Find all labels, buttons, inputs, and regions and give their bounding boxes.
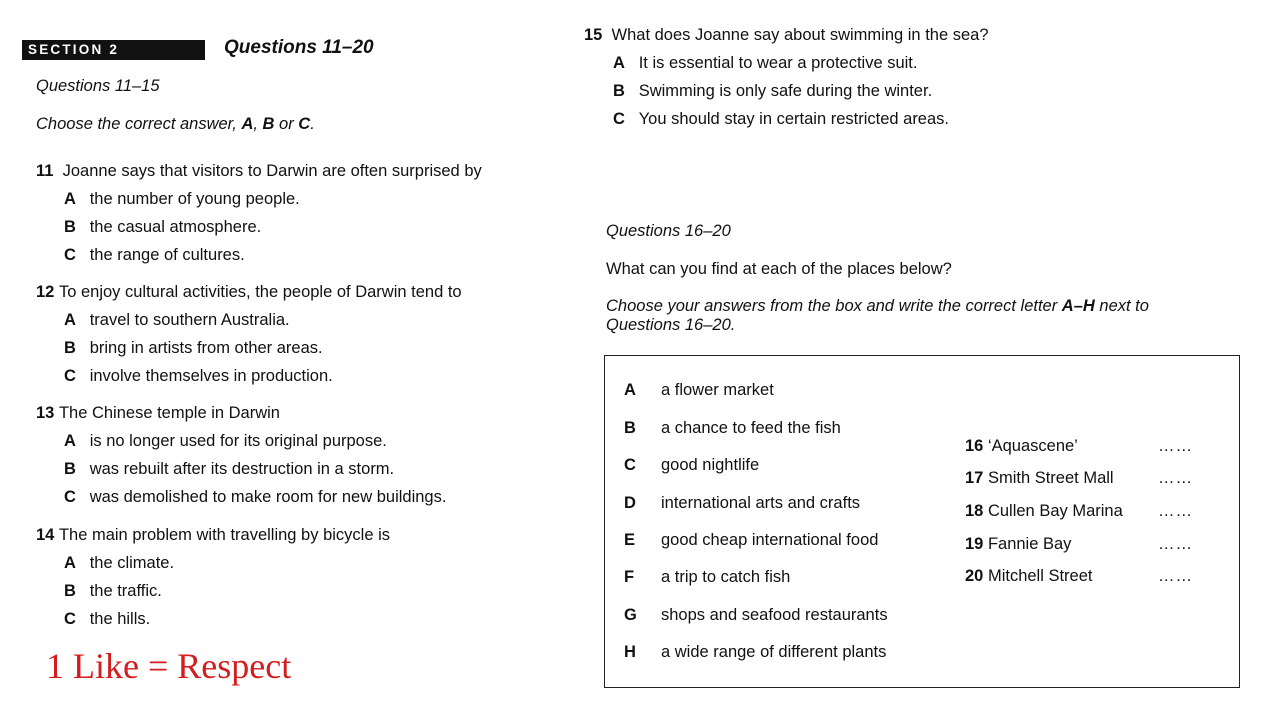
option-text: involve themselves in production.	[89, 367, 333, 385]
place-number: 16	[965, 437, 984, 455]
option-letter: A	[64, 190, 76, 208]
questions-range-11-15: Questions 11–15	[36, 77, 160, 95]
box-option-b	[624, 419, 636, 438]
option-letter: A	[64, 311, 76, 329]
box-option-letter: A	[624, 381, 636, 399]
question-number: 11	[36, 162, 54, 180]
question-text: What does Joanne say about swimming in the sea?	[611, 26, 989, 44]
option-text: the climate.	[89, 554, 175, 572]
instruction-text: Choose your answers from the box and write the correct letter	[606, 297, 1062, 315]
question-13	[36, 404, 280, 423]
question-12	[36, 283, 462, 302]
part2-prompt: What can you find at each of the places below?	[606, 260, 952, 278]
place-number: 18	[965, 502, 984, 520]
option-12-a[interactable]	[64, 311, 290, 330]
option-13-c[interactable]	[64, 488, 446, 507]
option-letter: C	[64, 367, 76, 385]
question-number: 14	[36, 526, 55, 544]
option-text: You should stay in certain restricted areas.	[638, 110, 949, 128]
box-option-d	[624, 494, 636, 513]
section-label: SECTION 2	[28, 42, 120, 57]
place-17	[965, 469, 1114, 488]
option-text: the number of young people.	[89, 190, 300, 208]
question-number: 13	[36, 404, 55, 422]
box-option-h-text: a wide range of different plants	[661, 643, 887, 661]
box-option-e	[624, 531, 635, 550]
box-option-b-text: a chance to feed the fish	[661, 419, 841, 437]
place-name: Mitchell Street	[987, 567, 1093, 585]
option-15-c[interactable]	[613, 110, 949, 129]
instruction-text: ,	[253, 115, 263, 133]
option-letter: B	[64, 582, 76, 600]
answer-blank-16[interactable]: ……	[1158, 437, 1193, 455]
question-number: 12	[36, 283, 55, 301]
instruction-letters: A–H	[1061, 297, 1095, 315]
instruction-text: Choose the correct answer,	[36, 115, 242, 133]
question-text: Joanne says that visitors to Darwin are often surprised by	[62, 162, 482, 180]
box-option-g	[624, 606, 637, 625]
questions-range-16-20: Questions 16–20	[606, 222, 731, 240]
place-name: Smith Street Mall	[987, 469, 1114, 487]
question-text: To enjoy cultural activities, the people of Darwin tend to	[58, 283, 462, 301]
option-letter: B	[64, 218, 76, 236]
option-11-b[interactable]	[64, 218, 261, 237]
place-20	[965, 567, 1093, 586]
option-letter: B	[64, 339, 76, 357]
box-option-letter: D	[624, 494, 636, 512]
option-letter: C	[64, 610, 76, 628]
option-text: the range of cultures.	[89, 246, 245, 264]
answer-blank-20[interactable]: ……	[1158, 567, 1193, 585]
question-text: The Chinese temple in Darwin	[58, 404, 280, 422]
option-11-c[interactable]	[64, 246, 245, 265]
option-letter: C	[64, 488, 76, 506]
box-option-d-text: international arts and crafts	[661, 494, 861, 512]
option-12-c[interactable]	[64, 367, 333, 386]
answer-blank-18[interactable]: ……	[1158, 502, 1193, 520]
place-18	[965, 502, 1123, 521]
place-19	[965, 535, 1071, 554]
box-option-f	[624, 568, 634, 587]
option-text: bring in artists from other areas.	[89, 339, 323, 357]
option-15-a[interactable]	[613, 54, 917, 73]
instruction-text: .	[310, 115, 315, 133]
answer-blank-19[interactable]: ……	[1158, 535, 1193, 553]
box-option-e-text: good cheap international food	[661, 531, 879, 549]
instruction-letter-b: B	[262, 115, 275, 133]
place-name: ‘Aquascene’	[987, 437, 1078, 455]
box-option-letter: B	[624, 419, 636, 437]
option-14-c[interactable]	[64, 610, 150, 629]
option-14-a[interactable]	[64, 554, 174, 573]
option-text: travel to southern Australia.	[89, 311, 290, 329]
option-14-b[interactable]	[64, 582, 162, 601]
option-letter: A	[64, 432, 76, 450]
place-number: 17	[965, 469, 984, 487]
option-letter: B	[64, 460, 76, 478]
instruction-text: or	[274, 115, 299, 133]
page-title: Questions 11–20	[224, 37, 374, 58]
option-text: the traffic.	[89, 582, 162, 600]
option-13-a[interactable]	[64, 432, 387, 451]
box-option-c-text: good nightlife	[661, 456, 760, 474]
option-letter: A	[613, 54, 625, 72]
box-option-letter: C	[624, 456, 636, 474]
part2-instruction-line2: Questions 16–20.	[606, 316, 736, 334]
option-text: It is essential to wear a protective suit.	[638, 54, 918, 72]
question-15	[584, 26, 989, 45]
option-letter: A	[64, 554, 76, 572]
part2-instruction	[606, 297, 1149, 316]
question-14	[36, 526, 390, 545]
box-option-h	[624, 643, 636, 662]
option-letter: C	[613, 110, 625, 128]
box-option-g-text: shops and seafood restaurants	[661, 606, 888, 624]
option-letter: C	[64, 246, 76, 264]
place-name: Cullen Bay Marina	[987, 502, 1123, 520]
place-number: 19	[965, 535, 984, 553]
options-box	[604, 355, 1240, 688]
option-13-b[interactable]	[64, 460, 394, 479]
box-option-letter: F	[624, 568, 635, 586]
like-respect-overlay: 1 Like = Respect	[46, 646, 292, 686]
option-12-b[interactable]	[64, 339, 323, 358]
instruction-part1	[36, 115, 315, 134]
box-option-letter: E	[624, 531, 636, 549]
box-option-letter: H	[624, 643, 636, 661]
question-11	[36, 162, 482, 181]
question-number: 15	[584, 26, 603, 44]
instruction-letter-a: A	[241, 115, 254, 133]
instruction-letter-c: C	[298, 115, 311, 133]
option-11-a[interactable]	[64, 190, 300, 209]
option-letter: B	[613, 82, 625, 100]
option-text: the casual atmosphere.	[89, 218, 262, 236]
place-name: Fannie Bay	[987, 535, 1072, 553]
instruction-text: next to	[1094, 297, 1149, 315]
box-option-a	[624, 381, 636, 400]
option-text: was demolished to make room for new buildings.	[89, 488, 447, 506]
answer-blank-17[interactable]: ……	[1158, 469, 1193, 487]
box-option-a-text: a flower market	[661, 381, 774, 399]
option-text: the hills.	[89, 610, 151, 628]
box-option-c	[624, 456, 636, 475]
box-option-f-text: a trip to catch fish	[661, 568, 791, 586]
question-text: The main problem with travelling by bicycle is	[58, 526, 391, 544]
option-text: is no longer used for its original purpose.	[89, 432, 387, 450]
place-number: 20	[965, 567, 984, 585]
option-text: Swimming is only safe during the winter.	[638, 82, 933, 100]
option-text: was rebuilt after its destruction in a storm.	[89, 460, 395, 478]
place-16	[965, 437, 1078, 456]
box-option-letter: G	[624, 606, 637, 624]
option-15-b[interactable]	[613, 82, 932, 101]
